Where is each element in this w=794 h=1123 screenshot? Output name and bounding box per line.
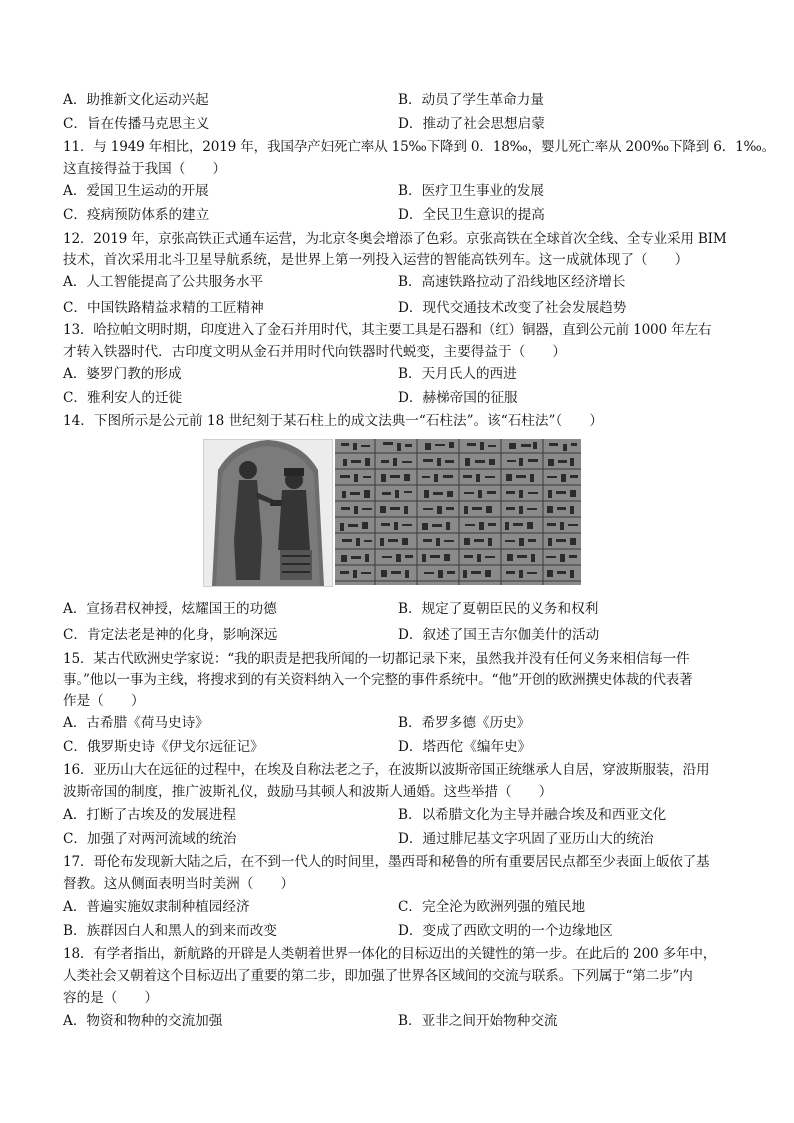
q13-option-b: B．天月氏人的西进 <box>398 366 517 382</box>
q18-stem-line3: 容的是（ ） <box>63 990 159 1006</box>
q18-option-b: B．亚非之间开始物种交流 <box>398 1013 558 1029</box>
q13-stem-line1: 13．哈拉帕文明时期，印度进入了金石并用时代，其主要工具是石器和（红）铜器，直到公元前 1000 年左右 <box>63 322 712 338</box>
q14-stem-line1: 14．下图所示是公元前 18 世纪刻于某石柱上的成文法典一“石柱法”。该“石柱法”（ ） <box>63 413 604 429</box>
q16-option-b: B．以希腊文化为主导并融合埃及和西亚文化 <box>398 807 667 823</box>
q15-stem-line1: 15．某古代欧洲史学家说：“我的职责是把我所闻的一切都记录下来，虽然我并没有任何义务来相信每一件 <box>63 651 690 667</box>
q10-option-a: A．助推新文化运动兴起 <box>63 92 209 108</box>
q11-option-a: A．爱国卫生运动的开展 <box>63 183 209 199</box>
q12-option-b: B．高速铁路拉动了沿线地区经济增长 <box>398 274 626 290</box>
q13-option-a: A．婆罗门教的形成 <box>63 366 182 382</box>
q15-option-a: A．古希腊《荷马史诗》 <box>63 715 209 731</box>
q15-stem-line3: 作是（ ） <box>63 693 145 709</box>
q16-option-d: D．通过腓尼基文字巩固了亚历山大的统治 <box>398 831 654 847</box>
q17-option-a: A．普遍实施奴隶制种植园经济 <box>63 899 250 915</box>
q14-option-b: B．规定了夏朝臣民的义务和权利 <box>398 601 599 617</box>
q11-option-b: B．医疗卫生事业的发展 <box>398 183 544 199</box>
q12-stem-line2: 技术，首次采用北斗卫星导航系统，是世界上第一列投入运营的智能高铁列车。这一成就体现了（ ） <box>63 252 689 268</box>
q12-stem-line1: 12．2019 年，京张高铁正式通车运营，为北京冬奥会增添了色彩。京张高铁在全球首次全线、全专业采用 BIM <box>63 231 727 247</box>
q13-option-d: D．赫梯帝国的征服 <box>398 390 518 406</box>
q15-option-c: C．俄罗斯史诗《伊戈尔远征记》 <box>63 739 264 755</box>
q12-option-d: D．现代交通技术改变了社会发展趋势 <box>398 300 627 316</box>
q16-option-a: A．打断了古埃及的发展进程 <box>63 807 236 823</box>
q17-option-d: D．变成了西欧文明的一个边缘地区 <box>398 923 613 939</box>
q15-option-b: B．希罗多德《历史》 <box>398 715 531 731</box>
q14-option-c: C．肯定法老是神的化身，影响深远 <box>63 627 278 643</box>
q18-stem-line2: 人类社会又朝着这个目标迈出了重要的第二步，即加强了世界各区域间的交流与联系。下列属于“第二步”内 <box>63 968 693 984</box>
q14-option-a: A．宣扬君权神授，炫耀国王的功德 <box>63 601 277 617</box>
q12-option-a: A．人工智能提高了公共服务水平 <box>63 274 264 290</box>
q17-stem-line1: 17．哥伦布发现新大陆之后，在不到一代人的时间里，墨西哥和秘鲁的所有重要居民点都至少表面上皈依了基 <box>63 854 710 870</box>
q13-stem-line2: 才转入铁器时代．古印度文明从金石并用时代向铁器时代蜕变，主要得益于（ ） <box>63 344 566 360</box>
q18-stem-line1: 18．有学者指出，新航路的开辟是人类朝着世界一体化的目标迈出的关键性的第一步。在此后的 200 多年中， <box>63 946 717 962</box>
q16-stem-line1: 16．亚历山大在远征的过程中，在埃及自称法老之子，在波斯以波斯帝国正统继承人自居，穿波斯服装，沿用 <box>63 762 710 778</box>
q13-option-c: C．雅利安人的迁徙 <box>63 390 183 406</box>
stele-relief-image <box>203 439 333 587</box>
q11-option-c: C．疫病预防体系的建立 <box>63 207 210 223</box>
q11-option-d: D．全民卫生意识的提高 <box>398 207 545 223</box>
q10-option-c: C．旨在传播马克思主义 <box>63 116 210 132</box>
q15-option-d: D．塔西佗《编年史》 <box>398 739 532 755</box>
q17-stem-line2: 督教。这从侧面表明当时美洲（ ） <box>63 876 295 892</box>
q18-option-a: A．物资和物种的交流加强 <box>63 1013 223 1029</box>
q14-option-d: D．叙述了国王吉尔伽美什的活动 <box>398 627 600 643</box>
stele-figure <box>203 439 581 587</box>
q16-option-c: C．加强了对两河流域的统治 <box>63 831 237 847</box>
q11-stem-line1: 11．与 1949 年相比，2019 年，我国孕产妇死亡率从 15‰下降到 0．18‰，婴儿死亡率从 200‰下降到 6．1‰。 <box>63 139 775 155</box>
q17-option-c: C．完全沦为欧洲列强的殖民地 <box>398 899 586 915</box>
q10-option-d: D．推动了社会思想启蒙 <box>398 116 545 132</box>
q11-stem-line2: 这直接得益于我国（ ） <box>63 161 227 177</box>
q17-option-b: B．族群因白人和黑人的到来而改变 <box>63 923 277 939</box>
q15-stem-line2: 事。”他以一事为主线，将搜求到的有关资料纳入一个完整的事件系统中。“他”开创的欧洲撰史体裁的代表著 <box>63 672 693 688</box>
q12-option-c: C．中国铁路精益求精的工匠精神 <box>63 300 264 316</box>
q16-stem-line2: 波斯帝国的制度，推广波斯礼仪，鼓励马其顿人和波斯人通婚。这些举措（ ） <box>63 784 553 800</box>
cuneiform-text-image <box>335 439 581 585</box>
q10-option-b: B．动员了学生革命力量 <box>398 92 544 108</box>
